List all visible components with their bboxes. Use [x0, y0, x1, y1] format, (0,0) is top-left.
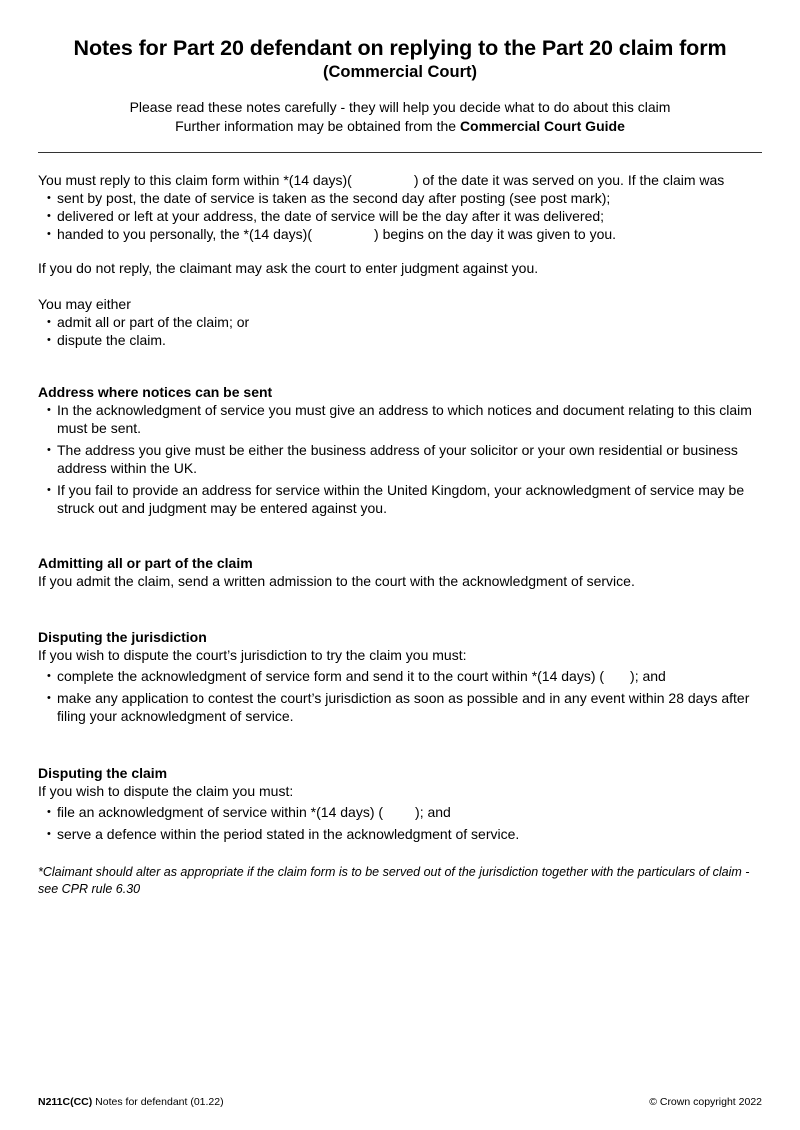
list-item — [38, 803, 762, 821]
options-section — [38, 295, 762, 349]
no-reply-paragraph — [38, 259, 762, 277]
list-item: • make any application to contest the court’s jurisdiction as soon as possible and in any event within 28 days after filing your acknowledgment of service. — [38, 689, 762, 725]
disputing-list — [38, 803, 762, 843]
intro-text — [38, 98, 762, 136]
jurisdiction-section — [38, 628, 762, 729]
admitting-text: If you admit the claim, send a written admission to the court with the acknowledgment of service. — [38, 573, 635, 589]
list-item — [38, 225, 762, 243]
reply-lead-text-end: ) of the date it was served on you. If the claim was — [413, 172, 725, 188]
intro-line-2-text: Further information may be obtained from the — [175, 118, 460, 134]
section-heading: Disputing the jurisdiction — [38, 629, 207, 645]
address-list — [38, 401, 762, 517]
intro-line-2 — [38, 117, 762, 136]
reply-lead — [38, 171, 762, 189]
list-item: • dispute the claim. — [38, 331, 762, 349]
jurisdiction-lead: If you wish to dispute the court’s jurisdiction to try the claim you must: — [38, 647, 467, 663]
list-item: • The address you give must be either the business address of your solicitor or your own residential or business address within the UK. — [38, 441, 762, 477]
list-item: • In the acknowledgment of service you must give an address to which notices and document relating to this claim must be sent. — [38, 401, 762, 437]
jurisdiction-bullet-text: complete the acknowledgment of service form and send it to the court within *(14 days) ( — [57, 668, 605, 684]
jurisdiction-list — [38, 667, 762, 725]
list-item: • admit all or part of the claim; or — [38, 313, 762, 331]
header-divider — [38, 152, 762, 153]
section-heading: Admitting all or part of the claim — [38, 555, 253, 571]
disputing-section — [38, 764, 762, 847]
intro-line-1: Please read these notes carefully - they will help you decide what to do about this claim — [129, 99, 671, 115]
personal-service-text-end: ) begins on the day it was given to you. — [374, 226, 617, 242]
footnote: *Claimant should alter as appropriate if the claim form is to be served out of the jurisdiction together with the particulars of claim - see CPR rule 6.30 — [38, 865, 750, 896]
list-item: • If you fail to provide an address for service within the United Kingdom, your acknowledgment of service may be struck out and judgment may be entered against you. — [38, 481, 762, 517]
commercial-court-guide-reference: Commercial Court Guide — [459, 118, 625, 134]
admitting-section — [38, 554, 762, 590]
page-title: Notes for Part 20 defendant on replying to the Part 20 claim form — [73, 36, 727, 60]
no-reply-text: If you do not reply, the claimant may ask the court to enter judgment against you. — [38, 260, 539, 276]
list-item: • sent by post, the date of service is taken as the second day after posting (see post mark); — [38, 189, 762, 207]
options-list — [38, 313, 762, 349]
address-section — [38, 383, 762, 521]
list-item: • delivered or left at your address, the date of service will be the day after it was delivered; — [38, 207, 762, 225]
form-name: Notes for defendant (01.22) — [92, 1096, 224, 1108]
list-item — [38, 667, 762, 685]
jurisdiction-bullet-text-end: ); and — [630, 668, 666, 684]
page-subtitle: (Commercial Court) — [322, 63, 478, 81]
reply-section — [38, 171, 762, 243]
form-reference — [38, 1095, 224, 1109]
personal-service-text: handed to you personally, the *(14 days)( — [57, 226, 313, 242]
service-method-list — [38, 189, 762, 243]
list-item: • serve a defence within the period stated in the acknowledgment of service. — [38, 825, 762, 843]
section-heading: Address where notices can be sent — [38, 384, 273, 400]
options-lead: You may either — [38, 296, 131, 312]
disputing-lead: If you wish to dispute the claim you must: — [38, 783, 294, 799]
disputing-bullet-text-end: ); and — [415, 804, 451, 820]
form-code: N211C(CC) — [38, 1096, 93, 1108]
disputing-bullet-text: file an acknowledgment of service within *(14 days) ( — [57, 804, 384, 820]
reply-lead-text: You must reply to this claim form within *(14 days)( — [38, 172, 352, 188]
copyright-notice: © Crown copyright 2022 — [649, 1096, 762, 1108]
section-heading: Disputing the claim — [38, 765, 168, 781]
